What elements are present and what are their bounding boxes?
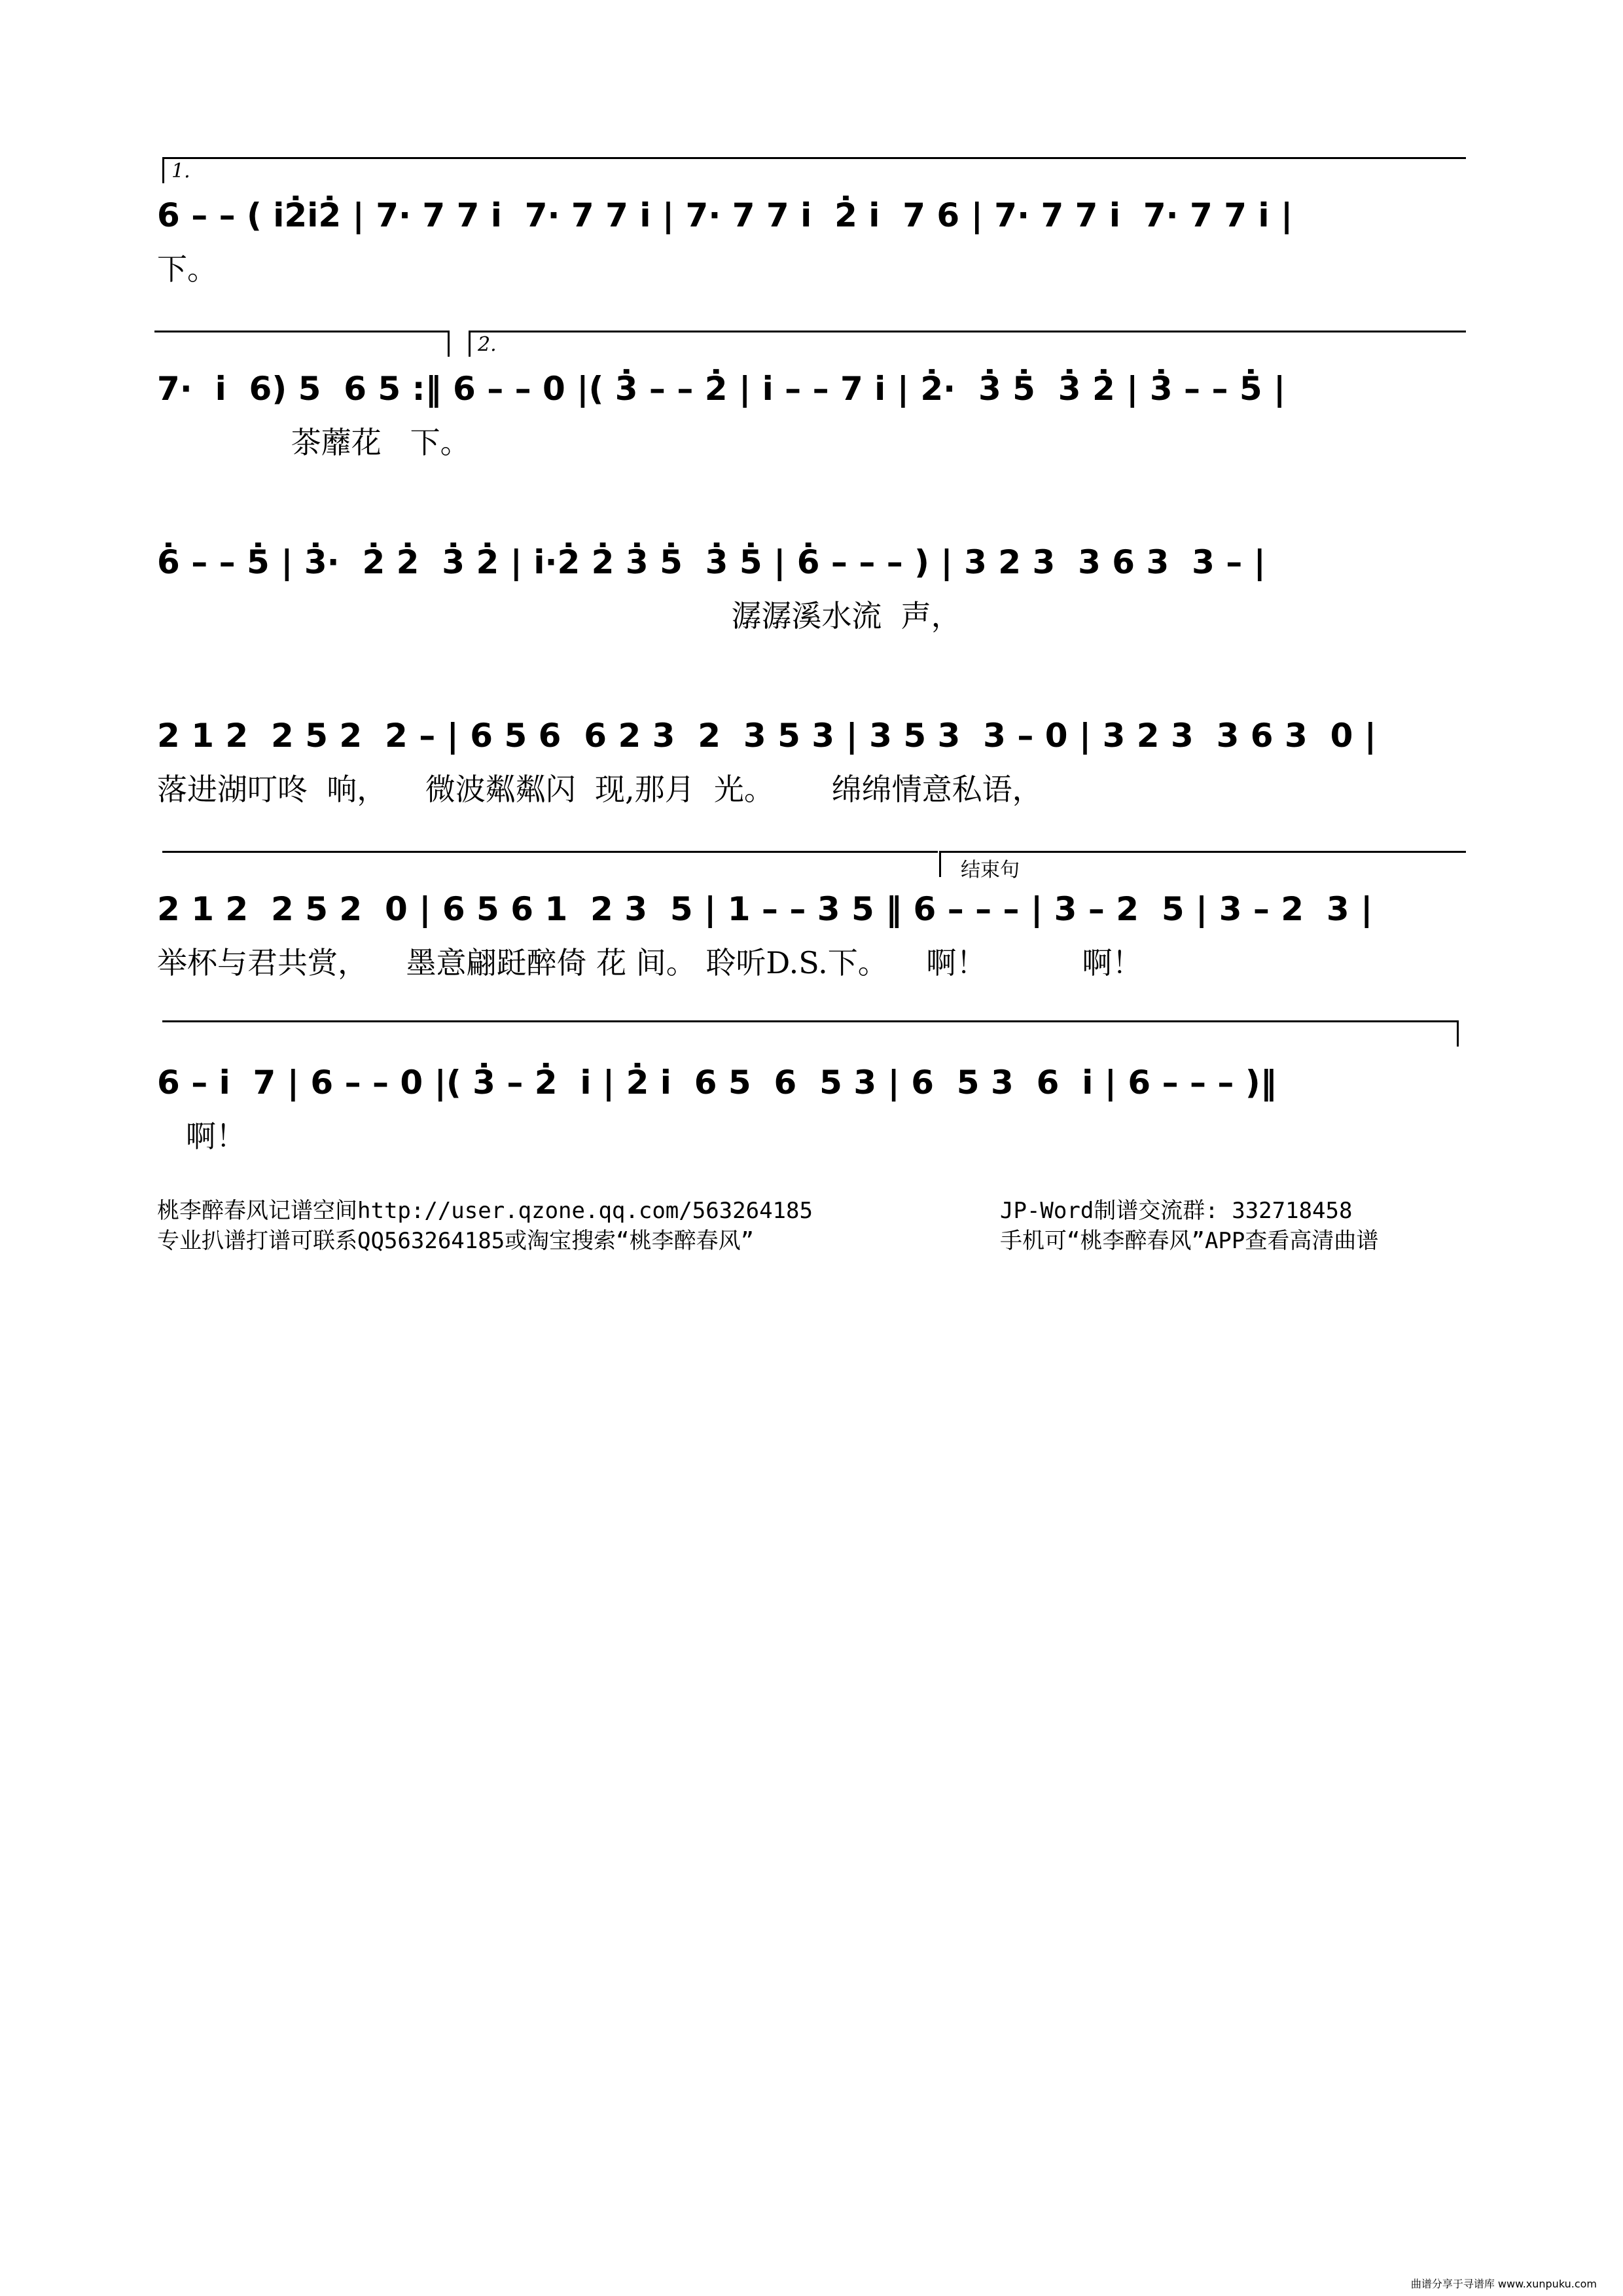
- lyrics-line: 潺潺溪水流 声，: [157, 598, 961, 634]
- volta-label-1: 1.: [171, 160, 190, 183]
- volta-line-end: [154, 331, 449, 332]
- volta-line-ending: [939, 851, 1466, 853]
- volta-line-final: [162, 1020, 1458, 1022]
- notation-line: 6 – i̇ 7 | 6 – – 0 |( 3̇ – 2̇ i̇ | 2̇ i̇ 6 5 6 5 3 | 6 5 3 6 i̇ | 6 – – – )‖: [157, 1064, 1277, 1102]
- volta-line-1: [162, 157, 1466, 159]
- volta-bracket-start: [469, 331, 471, 357]
- lyrics-line: 啊！: [157, 1119, 246, 1154]
- volta-line-2: [469, 331, 1466, 332]
- footer-credit-left-1: 桃李醉春风记谱空间http://user.qzone.qq.com/563264185: [157, 1198, 813, 1224]
- volta-bracket-start: [162, 157, 164, 183]
- volta-bracket-end: [1457, 1020, 1459, 1047]
- notation-line: 6 – – ( i̇2̇i̇2̇ | 7· 7 7 i̇ 7· 7 7 i̇ | 7· 7 7 i̇ 2̇ i̇ 7 6 | 7· 7 7 i̇ 7· 7 7 i̇ |: [157, 196, 1293, 234]
- ending-label: 结束句: [961, 859, 1020, 882]
- volta-label-2: 2.: [478, 333, 497, 356]
- lyrics-line: 茶蘼花 下。: [157, 425, 471, 460]
- footer-credit-left-2: 专业扒谱打谱可联系QQ563264185或淘宝搜索“桃李醉春风”: [157, 1228, 755, 1254]
- footer-credit-right-1: JP-Word制谱交流群: 332718458: [1000, 1198, 1353, 1224]
- lyrics-line: 举杯与君共赏， 墨意翩跹醉倚 花 间。 聆听D.S.下。 啊！ 啊！: [157, 945, 1143, 980]
- site-watermark: 曲谱分享于寻谱库 www.xunpuku.com: [1410, 2278, 1597, 2290]
- lyrics-line: 下。: [157, 251, 217, 287]
- notation-line: 6̇ – – 5̇ | 3̇· 2̇ 2̇ 3̇ 2̇ | i̇·2̇ 2̇ 3̇ 5̇ 3̇ 5̇ | 6̇ – – – ) | 3 2 3 3 6 3 3 – |: [157, 543, 1266, 581]
- notation-line: 2 1 2 2 5 2 2 – | 6 5 6 6 2 3 2 3 5 3 | 3 5 3 3 – 0 | 3 2 3 3 6 3 0 |: [157, 717, 1377, 755]
- volta-bracket-start: [939, 851, 941, 877]
- lyrics-line: 落进湖叮咚 响， 微波粼粼闪 现,那月 光。 绵绵情意私语，: [157, 772, 1043, 807]
- volta-line-pre: [162, 851, 938, 853]
- notation-line: 2 1 2 2 5 2 0 | 6 5 6 1 2 3 5 | 1 – – 3 5 ‖ 6 – – – | 3 – 2 5 | 3 – 2 3 |: [157, 890, 1373, 928]
- footer-credit-right-2: 手机可“桃李醉春风”APP查看高清曲谱: [1000, 1228, 1379, 1254]
- volta-bracket-end: [448, 331, 450, 357]
- notation-line: 7· i̇ 6) 5 6 5 :‖ 6 – – 0 |( 3̇ – – 2̇ | i̇ – – 7 i̇ | 2̇· 3̇ 5̇ 3̇ 2̇ | 3̇ – – 5̇ |: [157, 370, 1286, 408]
